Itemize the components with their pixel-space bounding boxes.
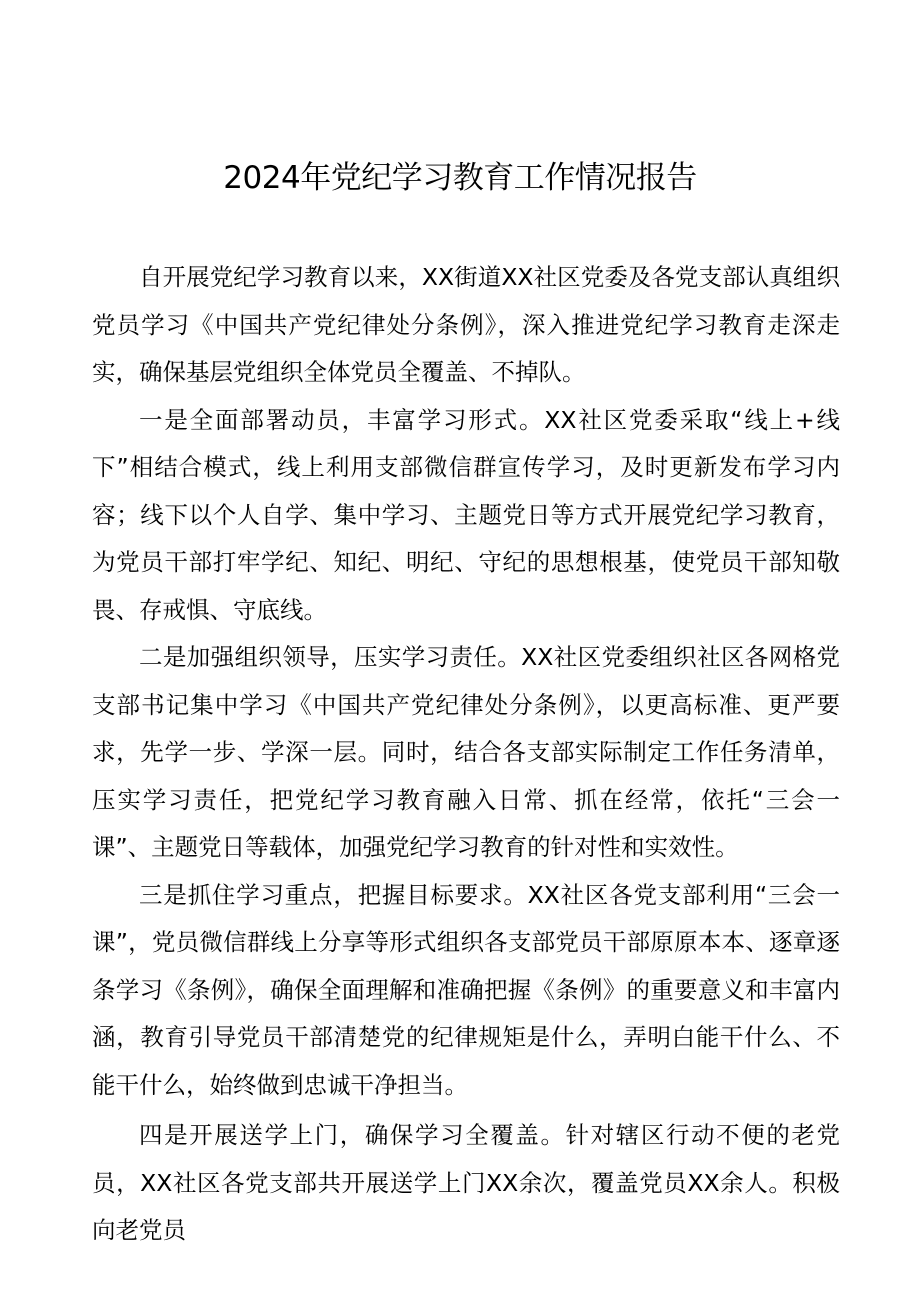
document-title: 2024年党纪学习教育工作情况报告: [223, 160, 697, 196]
paragraph-intro: 自开展党纪学习教育以来，XX街道XX社区党委及各党支部认真组织党员学习《中国共产党纪律处分条例》，深入推进党纪学习教育走深走实，确保基层党组织全体党员全覆盖、不掉队。: [92, 263, 840, 386]
paragraph-point-1: 一是全面部署动员，丰富学习形式。XX社区党委采取“线上+线下”相结合模式，线上利用支部微信群宣传学习，及时更新发布学习内容；线下以个人自学、集中学习、主题党日等方式开展党纪学习教育，为党员干部打牢学纪、知纪、明纪、守纪的思想根基，使党员干部知敬畏、存戒惧、守底线。: [92, 405, 840, 624]
paragraph-point-4: 四是开展送学上门，确保学习全覆盖。针对辖区行动不便的老党员，XX社区各党支部共开展送学上门XX余次，覆盖党员XX余人。积极向老党员: [92, 1121, 840, 1244]
paragraph-point-3: 三是抓住学习重点，把握目标要求。XX社区各党支部利用“三会一课”，党员微信群线上分享等形式组织各支部党员干部原原本本、逐章逐条学习《条例》，确保全面理解和准确把握《条例》的重要意义和丰富内涵，教育引导党员干部清楚党的纪律规矩是什么，弄明白能干什么、不能干什么，始终做到忠诚干净担当。: [92, 880, 840, 1099]
document-body: [92, 254, 840, 1255]
paragraph-point-2: 二是加强组织领导，压实学习责任。XX社区党委组织社区各网格党支部书记集中学习《中国共产党纪律处分条例》，以更高标准、更严要求，先学一步、学深一层。同时，结合各支部实际制定工作任务清单，压实学习责任，把党纪学习教育融入日常、抓在经常，依托“三会一课”、主题党日等载体，加强党纪学习教育的针对性和实效性。: [92, 643, 840, 861]
